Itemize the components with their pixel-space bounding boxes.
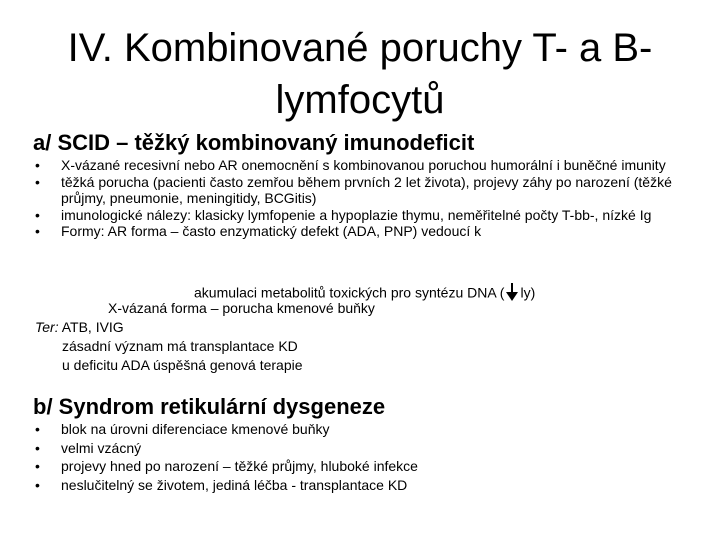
list-item: [35, 223, 700, 240]
title-line-1: IV. Kombinované poruchy T- a B-: [67, 26, 653, 70]
therapy-text: ATB, IVIG: [58, 319, 124, 335]
slide-title: [40, 22, 680, 126]
list-item: [35, 457, 700, 476]
therapy-line-2: zásadní význam má transplantace KD: [62, 338, 298, 354]
therapy-line-3: u deficitu ADA úspěšná genová terapie: [62, 357, 303, 373]
list-item: [35, 174, 700, 207]
bullet-marker: •: [35, 223, 40, 239]
list-item: [35, 157, 700, 174]
bullet-text: Formy: AR forma – často enzymatický defekt (ADA, PNP) vedoucí k: [61, 223, 482, 239]
section-b-heading: b/ Syndrom retikulární dysgeneze: [33, 394, 386, 419]
forms-cont-text: akumulaci metabolitů toxických pro syntézu DNA (: [194, 284, 505, 301]
forms-cont-text-end: ly): [520, 284, 536, 301]
bullet-text: velmi vzácný: [61, 439, 142, 456]
bullet-marker: •: [35, 206, 40, 223]
therapy-line: [35, 319, 124, 336]
section-b-bullet-list: [35, 420, 700, 494]
list-item: [35, 476, 700, 495]
bullet-marker: •: [35, 421, 40, 437]
section-a-heading: a/ SCID – těžký kombinovaný imunodeficit: [33, 130, 475, 155]
title-line-2: lymfocytů: [275, 78, 445, 122]
bullet-marker: •: [35, 439, 40, 456]
list-item: [35, 439, 700, 458]
bullet-text: X-vázané recesivní nebo AR onemocnění s kombinovanou poruchou humorální i buněčné imunity: [61, 157, 666, 173]
section-a-bullet-list: [35, 157, 700, 240]
bullet-marker: •: [35, 173, 40, 190]
bullet-text: blok na úrovni diferenciace kmenové buňky: [61, 421, 330, 437]
bullet-marker: •: [35, 157, 40, 173]
bullet-marker: •: [35, 476, 40, 493]
bullet-marker: •: [35, 458, 40, 474]
therapy-label: Ter:: [35, 319, 59, 335]
down-arrow-icon: [505, 282, 519, 306]
bullet-text: projevy hned po narození – těžké průjmy, hluboké infekce: [61, 458, 418, 474]
list-item: [35, 420, 700, 439]
bullet-text: imunologické nálezy: klasicky lymfopenie a hypoplazie thymu, neměřitelné počty T-bb-, nízké Ig: [61, 206, 652, 223]
bullet-text: těžká porucha (pacienti často zemřou během prvních 2 let života), projevy záhy po narození (těžké průjmy, pneumonie, meningitidy, BCGitis): [61, 173, 672, 206]
forms-continuation-2: X-vázaná forma – porucha kmenové buňky: [108, 300, 375, 316]
bullet-text: neslučitelný se životem, jediná léčba - transplantace KD: [61, 476, 408, 493]
list-item: [35, 207, 700, 224]
